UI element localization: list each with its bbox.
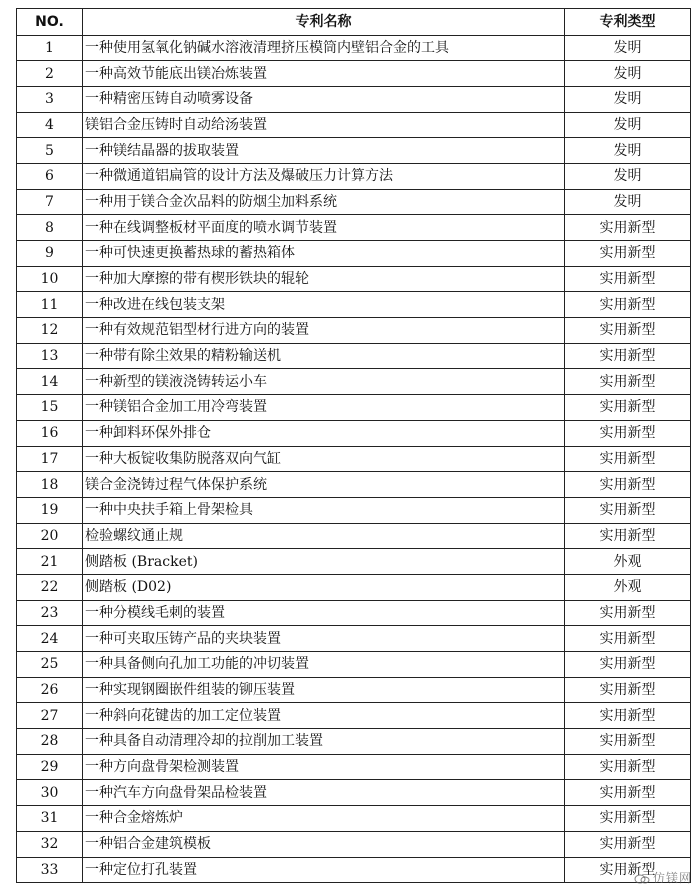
patent-type: 实用新型 (565, 831, 691, 857)
table-body (17, 35, 691, 883)
patent-name: 一种可夹取压铸产品的夹块装置 (83, 626, 565, 652)
row-number: 1 (17, 35, 83, 61)
patent-name: 镁合金浇铸过程气体保护系统 (83, 472, 565, 498)
patent-type: 实用新型 (565, 857, 691, 883)
table-row (17, 780, 691, 806)
patent-type: 实用新型 (565, 626, 691, 652)
patent-type: 实用新型 (565, 215, 691, 241)
row-number: 21 (17, 549, 83, 575)
table-row (17, 600, 691, 626)
table-row (17, 318, 691, 344)
patent-name: 一种微通道铝扁管的设计方法及爆破压力计算方法 (83, 163, 565, 189)
table-header-row (17, 9, 691, 36)
patent-type: 实用新型 (565, 600, 691, 626)
table-row (17, 138, 691, 164)
row-number: 15 (17, 395, 83, 421)
patent-table (16, 8, 691, 883)
patent-type: 实用新型 (565, 754, 691, 780)
row-number: 18 (17, 472, 83, 498)
row-number: 19 (17, 497, 83, 523)
patent-name: 一种大板锭收集防脱落双向气缸 (83, 446, 565, 472)
table-row (17, 369, 691, 395)
patent-type: 实用新型 (565, 703, 691, 729)
patent-name: 一种改进在线包装支架 (83, 292, 565, 318)
patent-name: 一种实现钢圈嵌件组装的铆压装置 (83, 677, 565, 703)
patent-type: 实用新型 (565, 241, 691, 267)
patent-name: 一种使用氢氧化钠碱水溶液清理挤压模筒内壁铝合金的工具 (83, 35, 565, 61)
row-number: 22 (17, 574, 83, 600)
table-row (17, 574, 691, 600)
table-row (17, 729, 691, 755)
patent-type: 实用新型 (565, 497, 691, 523)
patent-name: 检验螺纹通止规 (83, 523, 565, 549)
patent-type: 外观 (565, 574, 691, 600)
patent-name: 一种分模线毛刺的装置 (83, 600, 565, 626)
table-row (17, 241, 691, 267)
row-number: 32 (17, 831, 83, 857)
patent-type: 发明 (565, 163, 691, 189)
row-number: 31 (17, 806, 83, 832)
patent-name: 一种卸料环保外排仓 (83, 420, 565, 446)
patent-type: 实用新型 (565, 652, 691, 678)
patent-name: 一种新型的镁液浇铸转运小车 (83, 369, 565, 395)
patent-name: 一种带有除尘效果的精粉输送机 (83, 343, 565, 369)
patent-type: 外观 (565, 549, 691, 575)
table-row (17, 857, 691, 883)
patent-name: 一种定位打孔装置 (83, 857, 565, 883)
patent-name: 一种镁结晶器的拔取装置 (83, 138, 565, 164)
patent-type: 实用新型 (565, 318, 691, 344)
wechat-logo-icon (634, 874, 650, 884)
table-row (17, 652, 691, 678)
table-row (17, 806, 691, 832)
row-number: 12 (17, 318, 83, 344)
patent-name: 镁铝合金压铸时自动给汤装置 (83, 112, 565, 138)
patent-name: 一种方向盘骨架检测装置 (83, 754, 565, 780)
table-row (17, 343, 691, 369)
row-number: 26 (17, 677, 83, 703)
table-row (17, 446, 691, 472)
header-patent-name: 专利名称 (83, 9, 565, 36)
patent-type: 实用新型 (565, 729, 691, 755)
row-number: 4 (17, 112, 83, 138)
table-row (17, 86, 691, 112)
row-number: 17 (17, 446, 83, 472)
table-row (17, 523, 691, 549)
row-number: 25 (17, 652, 83, 678)
patent-type: 实用新型 (565, 806, 691, 832)
patent-name: 一种斜向花键齿的加工定位装置 (83, 703, 565, 729)
patent-type: 实用新型 (565, 420, 691, 446)
patent-name: 一种合金熔炼炉 (83, 806, 565, 832)
row-number: 27 (17, 703, 83, 729)
patent-name: 一种高效节能底出镁冶炼装置 (83, 61, 565, 87)
patent-name: 一种可快速更换蓄热球的蓄热箱体 (83, 241, 565, 267)
patent-type: 实用新型 (565, 780, 691, 806)
row-number: 10 (17, 266, 83, 292)
patent-name: 一种铝合金建筑模板 (83, 831, 565, 857)
table-row (17, 395, 691, 421)
patent-type: 实用新型 (565, 292, 691, 318)
row-number: 2 (17, 61, 83, 87)
patent-name: 一种用于镁合金次品料的防烟尘加料系统 (83, 189, 565, 215)
table-row (17, 472, 691, 498)
table-row (17, 112, 691, 138)
patent-type: 实用新型 (565, 369, 691, 395)
table-row (17, 497, 691, 523)
row-number: 13 (17, 343, 83, 369)
patent-type: 发明 (565, 138, 691, 164)
header-no: NO. (17, 9, 83, 36)
patent-name: 一种中央扶手箱上骨架检具 (83, 497, 565, 523)
row-number: 5 (17, 138, 83, 164)
row-number: 28 (17, 729, 83, 755)
row-number: 3 (17, 86, 83, 112)
patent-type: 实用新型 (565, 446, 691, 472)
row-number: 23 (17, 600, 83, 626)
patent-type: 发明 (565, 61, 691, 87)
patent-name: 侧踏板 (Bracket) (83, 549, 565, 575)
row-number: 14 (17, 369, 83, 395)
patent-type: 实用新型 (565, 266, 691, 292)
table-row (17, 189, 691, 215)
patent-type: 实用新型 (565, 472, 691, 498)
watermark (634, 869, 692, 886)
row-number: 11 (17, 292, 83, 318)
row-number: 33 (17, 857, 83, 883)
table-row (17, 754, 691, 780)
table-row (17, 703, 691, 729)
patent-type: 发明 (565, 189, 691, 215)
table-row (17, 626, 691, 652)
table-row (17, 35, 691, 61)
patent-name: 一种在线调整板材平面度的喷水调节装置 (83, 215, 565, 241)
patent-type: 实用新型 (565, 395, 691, 421)
table-row (17, 61, 691, 87)
patent-name: 侧踏板 (D02) (83, 574, 565, 600)
patent-name: 一种汽车方向盘骨架品检装置 (83, 780, 565, 806)
table-row (17, 831, 691, 857)
watermark-text: 仿镁网 (652, 871, 692, 885)
patent-name: 一种具备侧向孔加工功能的冲切装置 (83, 652, 565, 678)
patent-type: 实用新型 (565, 677, 691, 703)
patent-name: 一种有效规范铝型材行进方向的装置 (83, 318, 565, 344)
table-row (17, 266, 691, 292)
patent-type: 发明 (565, 112, 691, 138)
patent-name: 一种加大摩擦的带有楔形铁块的辊轮 (83, 266, 565, 292)
row-number: 7 (17, 189, 83, 215)
table-row (17, 215, 691, 241)
row-number: 6 (17, 163, 83, 189)
patent-type: 实用新型 (565, 523, 691, 549)
row-number: 8 (17, 215, 83, 241)
table-row (17, 163, 691, 189)
row-number: 16 (17, 420, 83, 446)
patent-table-sheet (16, 8, 690, 883)
table-row (17, 292, 691, 318)
row-number: 20 (17, 523, 83, 549)
table-row (17, 420, 691, 446)
patent-type: 发明 (565, 35, 691, 61)
patent-name: 一种镁铝合金加工用冷弯装置 (83, 395, 565, 421)
row-number: 29 (17, 754, 83, 780)
patent-name: 一种具备自动清理冷却的拉削加工装置 (83, 729, 565, 755)
table-row (17, 549, 691, 575)
row-number: 9 (17, 241, 83, 267)
patent-type: 发明 (565, 86, 691, 112)
header-patent-type: 专利类型 (565, 9, 691, 36)
patent-name: 一种精密压铸自动喷雾设备 (83, 86, 565, 112)
row-number: 24 (17, 626, 83, 652)
row-number: 30 (17, 780, 83, 806)
patent-type: 实用新型 (565, 343, 691, 369)
table-row (17, 677, 691, 703)
